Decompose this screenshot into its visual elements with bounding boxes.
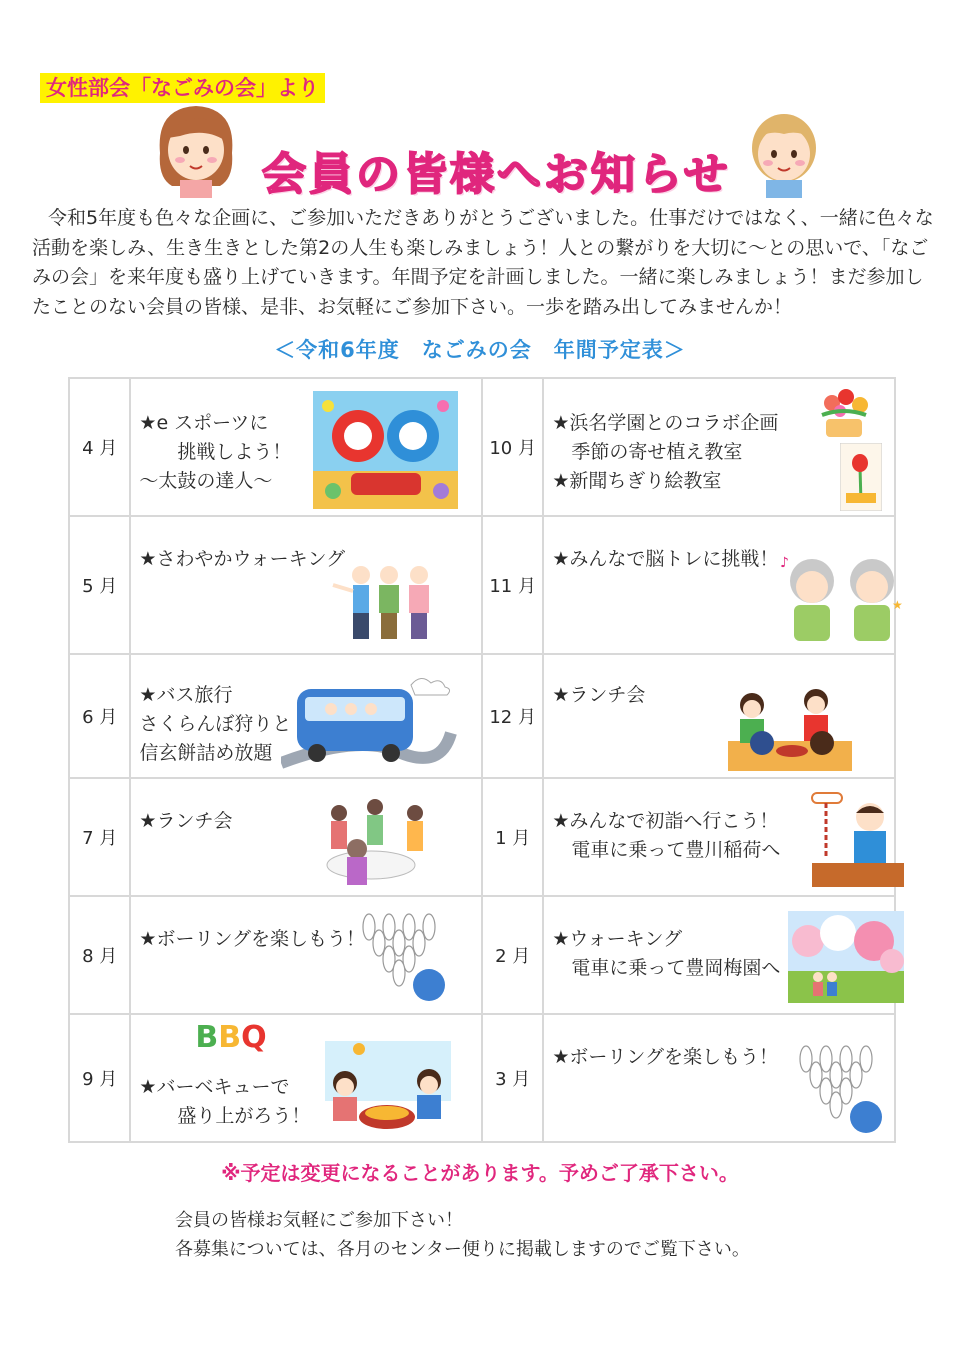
bowling-image: [796, 1043, 892, 1137]
event-cell: [130, 378, 482, 516]
event-cell: [543, 896, 895, 1014]
month-cell: 12 月: [482, 654, 543, 778]
chigiri-e-image: [840, 443, 882, 511]
event-line: ★新聞ちぎり絵教室: [552, 470, 722, 492]
event-text: [552, 681, 645, 710]
bbq-logo-image: BBQ: [195, 1020, 267, 1055]
event-text: [552, 1043, 778, 1072]
event-cell: [130, 896, 482, 1014]
month-cell: 9 月: [69, 1014, 130, 1142]
svg-text:♪: ♪: [780, 555, 790, 571]
man-face-icon: [738, 98, 830, 198]
event-line: 挑戦しよう！: [139, 441, 292, 463]
change-notice: ※予定は変更になることがあります。予めご了承下さい。: [221, 1161, 739, 1185]
event-text: [139, 409, 291, 496]
event-line: 盛り上がろう！: [139, 1105, 311, 1127]
month-cell: 8 月: [69, 896, 130, 1014]
event-cell: [543, 516, 904, 654]
event-text: [139, 545, 345, 574]
flower-pot-image: [812, 385, 876, 441]
event-line: さくらんぼ狩りと: [139, 713, 292, 735]
woman-face-icon: [150, 98, 242, 198]
seniors-image: [778, 553, 906, 643]
month-cell: 1 月: [482, 778, 543, 896]
lunch-party-image: [728, 671, 852, 771]
section-tag: 女性部会「なごみの会」より: [40, 73, 325, 103]
month-cell: 2 月: [482, 896, 543, 1014]
event-line: ★ランチ会: [139, 810, 233, 832]
table-row: [69, 1014, 895, 1142]
event-line: ★ボーリングを楽しもう！: [552, 1046, 779, 1068]
month-cell: 4 月: [69, 378, 130, 516]
event-line: ★みんなで初詣へ行こう！: [552, 810, 779, 832]
event-cell: [130, 654, 482, 778]
footer-line: 各募集については、各月のセンター便りに掲載しますのでご覧下さい。: [175, 1239, 750, 1260]
event-line: ★浜名学園とのコラボ企画: [552, 412, 779, 434]
footer-text: [175, 1206, 750, 1264]
event-line: ★e スポーツに: [139, 412, 269, 434]
event-cell: [543, 378, 895, 516]
month-cell: 7 月: [69, 778, 130, 896]
svg-text:★: ★: [892, 598, 904, 612]
event-line: 信玄餅詰め放題: [139, 742, 273, 764]
event-cell: [130, 1014, 482, 1142]
event-line: ★ボーリングを楽しもう！: [139, 928, 366, 950]
event-line: ★バーベキューで: [139, 1076, 290, 1098]
event-text: [552, 807, 780, 865]
shrine-visit-image: [808, 787, 908, 891]
bbq-image: [325, 1041, 451, 1133]
event-line: 季節の寄せ植え教室: [552, 441, 743, 463]
bus-image: [281, 673, 461, 773]
event-line: ★ウォーキング: [552, 928, 683, 950]
event-cell: [130, 778, 482, 896]
bowling-image: [359, 911, 455, 1005]
event-text: [139, 925, 365, 954]
event-text: [139, 807, 232, 836]
event-text: [552, 545, 778, 574]
table-row: [69, 896, 895, 1014]
event-line: 電車に乗って豊川稲荷へ: [552, 839, 781, 861]
month-cell: 6 月: [69, 654, 130, 778]
table-row: [69, 654, 895, 778]
table-row: [69, 778, 895, 896]
event-cell: [543, 778, 895, 896]
event-text: [552, 925, 780, 983]
table-row: [69, 516, 895, 654]
footer-line: 会員の皆様お気軽にご参加下さい！: [175, 1210, 463, 1231]
ladies-lunch-image: [311, 793, 443, 889]
event-cell: [543, 1014, 895, 1142]
plum-garden-image: [788, 911, 904, 1003]
month-cell: 5 月: [69, 516, 130, 654]
page-title: 会員の皆様へお知らせ: [262, 149, 731, 200]
schedule-title: ＜令和6年度 なごみの会 年間予定表＞: [274, 338, 686, 362]
table-row: [69, 378, 895, 516]
event-text: [552, 409, 778, 496]
month-cell: 3 月: [482, 1014, 543, 1142]
event-line: ★ランチ会: [552, 684, 646, 706]
taiko-drum-image: [313, 391, 458, 509]
event-line: 電車に乗って豊岡梅園へ: [552, 957, 781, 979]
month-cell: 10 月: [482, 378, 543, 516]
intro-paragraph: 令和5年度も色々な企画に、ご参加いただきありがとうございました。仕事だけではなく、一緒に色々な活動を楽しみ、生き生きとした第2の人生も楽しみましょう！人との繋がりを大切に～との思いで、「なごみの会」を来年度も盛り上げていきます。年間予定を計画しました。一緒に楽しみましょう！まだ参加したことのない会員の皆様、是非、お気軽にご参加下さい。一歩を踏み出してみませんか！: [32, 207, 934, 318]
event-line: ★バス旅行: [139, 684, 233, 706]
event-cell: [130, 516, 482, 654]
event-line: ★みんなで脳トレに挑戦！: [552, 548, 779, 570]
schedule-table: [68, 377, 904, 1143]
event-text: [139, 681, 291, 768]
month-cell: 11 月: [482, 516, 543, 654]
event-text: [139, 1073, 310, 1131]
event-cell: [543, 654, 895, 778]
event-line: ～太鼓の達人～: [139, 470, 273, 492]
event-line: ★さわやかウォーキング: [139, 548, 346, 570]
